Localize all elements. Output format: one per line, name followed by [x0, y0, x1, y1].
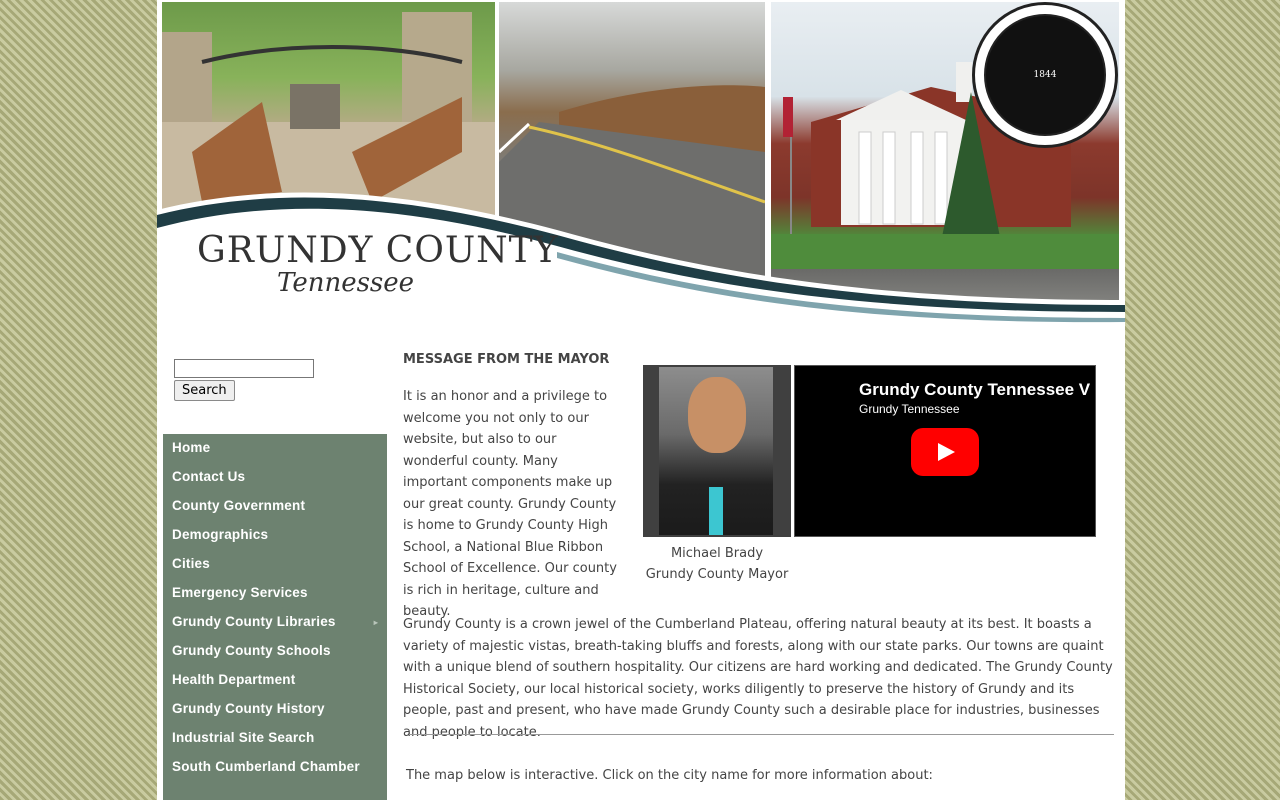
map-intro-text: The map below is interactive. Click on the city name for more information about:	[406, 768, 933, 783]
county-description: Grundy County is a crown jewel of the Cumberland Plateau, offering natural beauty at its best. It boasts a variety of majestic vistas, breath-taking bluffs and forests, along with our state parks. Our towns are quaint with a unique blend of southern hospitality. Our citizens are hard working and dedicated. The Grundy County Historical Society, our local historical society, works diligently to preserve the history of Grundy and its people, past and present, who have made Grundy County such a desirable place for industries, businesses and people to locate.	[403, 617, 1113, 740]
mayor-name: Michael Brady	[670, 546, 764, 561]
mayor-face	[688, 377, 746, 453]
mayor-tie	[709, 487, 723, 535]
seal-year: 1844	[1033, 70, 1057, 80]
nav-item-libraries[interactable]	[163, 608, 387, 637]
nav-item-history[interactable]: Grundy County History	[172, 701, 325, 716]
mayor-portrait	[659, 367, 773, 535]
search-button[interactable]: Search	[174, 380, 235, 401]
nav-item-libraries-label: Grundy County Libraries	[172, 614, 336, 629]
search-input[interactable]	[174, 359, 314, 378]
chevron-right-icon: ▸	[373, 618, 378, 627]
seal-emblem	[984, 14, 1106, 136]
county-seal	[972, 2, 1118, 148]
nav-item-contact-us[interactable]: Contact Us	[172, 469, 246, 484]
site-header	[157, 0, 1125, 340]
site-title: GRUNDY COUNTY	[197, 230, 559, 271]
page-container	[157, 0, 1125, 800]
nav-item-chamber[interactable]: South Cumberland Chamber	[172, 759, 360, 774]
mayor-message: It is an honor and a privilege to welcome you not only to our website, but also to our wonderful county. Many important components make up our great county. Grundy County is home to Grundy County High School, a National Blue Ribbon School of Excellence. Our county is rich in heritage, culture and beauty.	[403, 389, 617, 619]
youtube-video-embed[interactable]	[794, 365, 1096, 537]
sidebar-nav	[163, 434, 387, 800]
nav-item-demographics[interactable]: Demographics	[172, 527, 269, 542]
mayor-photo	[643, 365, 791, 537]
site-subtitle: Tennessee	[277, 268, 415, 298]
play-icon[interactable]	[911, 428, 979, 476]
mayor-title: Grundy County Mayor	[645, 567, 789, 582]
nav-item-health-department[interactable]: Health Department	[172, 672, 296, 687]
video-channel[interactable]: Grundy Tennessee	[859, 402, 960, 416]
nav-item-emergency-services[interactable]: Emergency Services	[172, 585, 308, 600]
nav-item-home[interactable]: Home	[172, 440, 211, 455]
nav-item-schools[interactable]: Grundy County Schools	[172, 643, 331, 658]
nav-item-cities[interactable]: Cities	[172, 556, 210, 571]
divider	[409, 734, 1114, 735]
nav-item-county-government[interactable]: County Government	[172, 498, 306, 513]
mayor-caption	[639, 543, 795, 585]
video-title[interactable]: Grundy County Tennessee V	[859, 380, 1091, 399]
section-heading: MESSAGE FROM THE MAYOR	[403, 352, 610, 367]
nav-item-industrial-site-search[interactable]: Industrial Site Search	[172, 730, 315, 745]
